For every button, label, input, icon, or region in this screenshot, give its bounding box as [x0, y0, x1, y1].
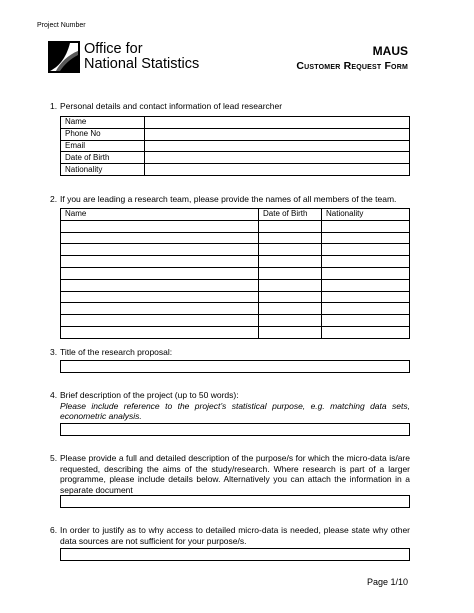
table-row [61, 128, 410, 140]
question-6 [50, 525, 410, 546]
field-label-name: Name [61, 117, 145, 129]
table-row [61, 220, 410, 232]
field-label-dob: Date of Birth [61, 152, 145, 164]
table-row [61, 303, 410, 315]
question-4-hint: Please include reference to the project’s statistical purpose, e.g. matching data sets, econometric analysis. [60, 400, 410, 421]
field-input-nationality[interactable] [145, 164, 410, 176]
member-dob-cell[interactable] [259, 232, 322, 244]
maus-heading: MAUS [372, 44, 408, 58]
logo-line-2: National Statistics [84, 56, 200, 72]
member-name-cell[interactable] [61, 326, 259, 338]
table-row [61, 315, 410, 327]
member-name-cell[interactable] [61, 256, 259, 268]
member-name-cell[interactable] [61, 244, 259, 256]
question-1-number: 1. [50, 101, 58, 111]
table-row [61, 267, 410, 279]
field-input-name[interactable] [145, 117, 410, 129]
member-nationality-cell[interactable] [322, 267, 410, 279]
member-dob-cell[interactable] [259, 256, 322, 268]
table-row [61, 256, 410, 268]
member-dob-cell[interactable] [259, 267, 322, 279]
question-3-text: Title of the research proposal: [60, 347, 173, 357]
member-name-cell[interactable] [61, 279, 259, 291]
member-dob-cell[interactable] [259, 279, 322, 291]
member-nationality-cell[interactable] [322, 244, 410, 256]
project-description-field[interactable] [60, 423, 410, 436]
project-number-label: Project Number [37, 22, 86, 29]
team-members-table [60, 208, 410, 339]
member-dob-cell[interactable] [259, 315, 322, 327]
question-2 [50, 194, 410, 205]
member-nationality-cell[interactable] [322, 291, 410, 303]
member-nationality-cell[interactable] [322, 303, 410, 315]
question-1-text: Personal details and contact information of lead researcher [60, 101, 283, 111]
table-row [61, 140, 410, 152]
form-title: Customer Request Form [296, 60, 408, 72]
column-header-name: Name [61, 209, 259, 221]
question-2-text: If you are leading a research team, please provide the names of all members of the team. [60, 194, 397, 204]
question-6-number: 6. [50, 525, 58, 535]
field-input-phone[interactable] [145, 128, 410, 140]
member-nationality-cell[interactable] [322, 279, 410, 291]
question-5 [50, 453, 410, 495]
field-label-nationality: Nationality [61, 164, 145, 176]
ons-logo [48, 41, 199, 73]
field-label-phone: Phone No [61, 128, 145, 140]
logo-text [84, 42, 199, 72]
page-number: Page 1/10 [366, 577, 408, 587]
member-nationality-cell[interactable] [322, 256, 410, 268]
question-3 [50, 347, 410, 358]
question-3-number: 3. [50, 347, 58, 357]
question-5-number: 5. [50, 453, 58, 463]
table-row [61, 326, 410, 338]
table-row [61, 152, 410, 164]
table-header-row [61, 209, 410, 221]
table-row [61, 117, 410, 129]
table-row [61, 291, 410, 303]
member-dob-cell[interactable] [259, 291, 322, 303]
member-name-cell[interactable] [61, 232, 259, 244]
table-row [61, 279, 410, 291]
member-nationality-cell[interactable] [322, 315, 410, 327]
member-name-cell[interactable] [61, 291, 259, 303]
member-dob-cell[interactable] [259, 303, 322, 315]
question-2-number: 2. [50, 194, 58, 204]
ons-logo-icon [48, 41, 80, 73]
member-name-cell[interactable] [61, 315, 259, 327]
member-dob-cell[interactable] [259, 326, 322, 338]
table-row [61, 164, 410, 176]
question-4-text: Brief description of the project (up to 50 words): [60, 390, 239, 400]
column-header-nationality: Nationality [322, 209, 410, 221]
member-dob-cell[interactable] [259, 244, 322, 256]
table-row [61, 232, 410, 244]
member-name-cell[interactable] [61, 303, 259, 315]
logo-line-1: Office for [84, 41, 143, 57]
member-dob-cell[interactable] [259, 220, 322, 232]
member-nationality-cell[interactable] [322, 326, 410, 338]
purpose-description-field[interactable] [60, 495, 410, 508]
question-6-text: In order to justify as to why access to detailed micro-data is needed, please state why other data sources are not sufficient for your purpose/s. [60, 525, 410, 546]
field-input-email[interactable] [145, 140, 410, 152]
question-1 [50, 101, 410, 112]
member-nationality-cell[interactable] [322, 232, 410, 244]
question-4-number: 4. [50, 390, 58, 400]
justification-field[interactable] [60, 548, 410, 561]
member-nationality-cell[interactable] [322, 220, 410, 232]
field-input-dob[interactable] [145, 152, 410, 164]
field-label-email: Email [61, 140, 145, 152]
research-title-field[interactable] [60, 360, 410, 373]
column-header-dob: Date of Birth [259, 209, 322, 221]
table-row [61, 244, 410, 256]
question-5-text: Please provide a full and detailed description of the purpose/s for which the micro-data is/are requested, describing the aims of the study/research. Where research is part of a larger programme, please include details below. Alternatively you can attach the information in a separate document [60, 453, 410, 495]
member-name-cell[interactable] [61, 267, 259, 279]
question-4 [50, 390, 410, 422]
lead-researcher-table [60, 116, 410, 176]
member-name-cell[interactable] [61, 220, 259, 232]
